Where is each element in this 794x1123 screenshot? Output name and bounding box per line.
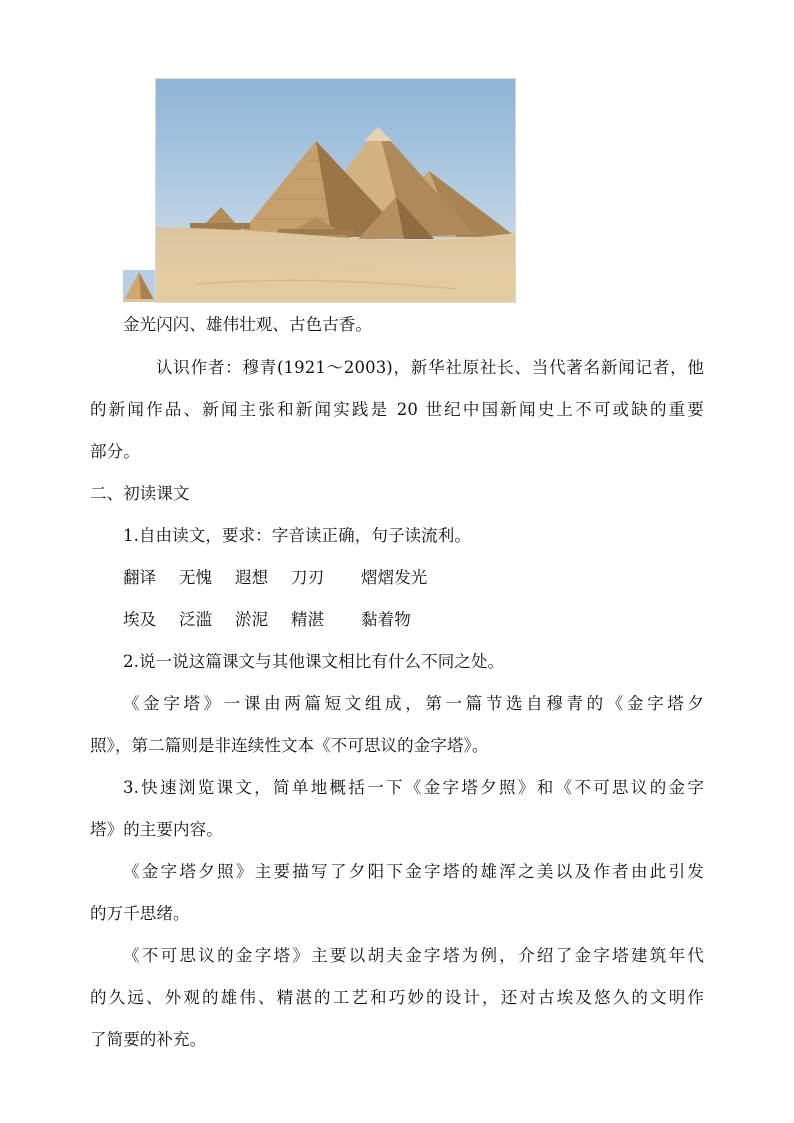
paragraph-summary1-line2: 的万千思绪。 [90,904,190,923]
task-3-line2: 塔》的主要内容。 [90,820,223,839]
vocab-word: 无愧 [179,568,213,587]
vocab-word: 精湛 [291,610,325,629]
paragraph-structure-line1: 《金字塔》一课由两篇短文组成，第一篇节选自穆青的《金字塔夕 [123,694,704,713]
paragraph-summary2-line2: 的久远、外观的雄伟、精湛的工艺和巧妙的设计，还对古埃及悠久的文明作 [90,988,704,1007]
pyramid-thumbnail-illustration [123,270,155,302]
pyramids-photo [155,78,516,303]
paragraph-description: 金光闪闪、雄伟壮观、古色古香。 [123,315,372,334]
vocab-word: 翻译 [123,568,157,587]
vocab-word: 埃及 [123,610,157,629]
paragraph-summary2-line1: 《不可思议的金字塔》主要以胡夫金字塔为例，介绍了金字塔建筑年代 [123,946,704,965]
vocab-word: 淤泥 [235,610,269,629]
pyramids-illustration [156,79,515,302]
paragraph-author-line2: 的新闻作品、新闻主张和新闻实践是 20 世纪中国新闻史上不可或缺的重要 [90,400,704,419]
paragraph-structure-line2: 照》，第二篇则是非连续性文本《不可思议的金字塔》。 [90,736,489,755]
vocab-word: 刀刃 [291,568,325,587]
vocab-word: 泛滥 [179,610,213,629]
task-2: 2.说一说这篇课文与其他课文相比有什么不同之处。 [123,652,505,671]
paragraph-summary1-line1: 《金字塔夕照》主要描写了夕阳下金字塔的雄浑之美以及作者由此引发 [123,862,704,881]
pyramid-thumbnail [123,270,155,302]
paragraph-author-line1: 认识作者：穆青(1921～2003)，新华社原社长、当代著名新闻记者，他 [156,358,704,377]
task-1: 1.自由读文，要求：字音读正确，句子读流利。 [123,526,471,545]
vocab-word: 熠熠发光 [361,568,428,587]
section-heading-first-reading: 二、初读课文 [90,484,190,503]
vocabulary-row-2 [123,608,411,632]
vocab-word: 遐想 [235,568,269,587]
vocabulary-row-1 [123,566,427,590]
paragraph-author-line3: 部分。 [90,442,140,461]
task-3-line1: 3.快速浏览课文，简单地概括一下《金字塔夕照》和《不可思议的金字 [123,778,704,797]
paragraph-summary2-line3: 了简要的补充。 [90,1030,207,1049]
vocab-word: 黏着物 [361,610,411,629]
